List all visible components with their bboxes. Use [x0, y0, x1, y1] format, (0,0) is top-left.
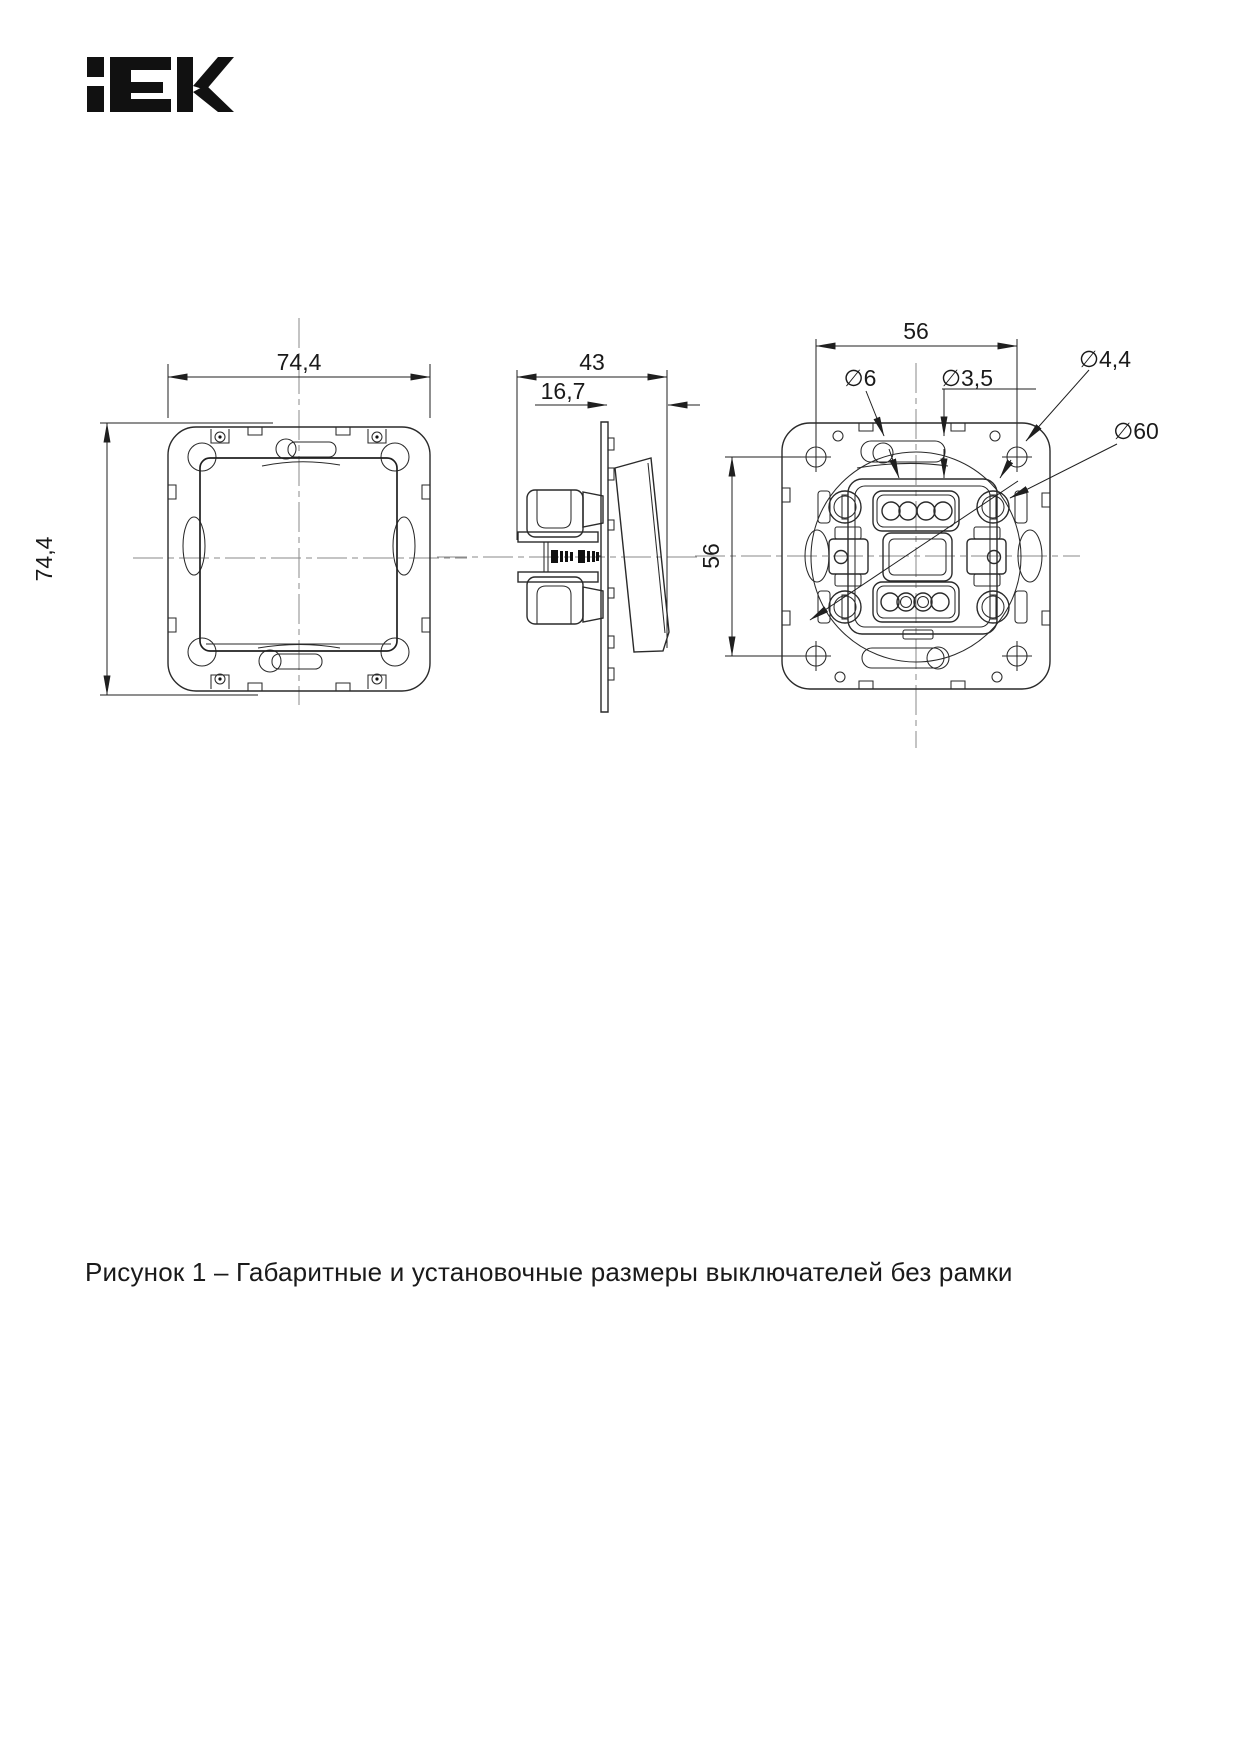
callout-claw-hole — [844, 365, 899, 478]
small-hole-label: ∅3,5 — [940, 365, 994, 391]
rear-vertical-spacing-label: 56 — [698, 543, 724, 569]
front-view — [31, 318, 467, 705]
side-depth-label: 43 — [579, 349, 605, 375]
side-depth-dimension — [517, 349, 667, 648]
side-support-plate — [601, 422, 614, 712]
rear-mechanism — [810, 479, 1027, 639]
screw-hole-label: ∅4,4 — [1078, 346, 1132, 372]
claw-hole-label: ∅6 — [843, 365, 877, 391]
callout-screw-hole — [1000, 346, 1131, 478]
callout-installation-diameter — [1010, 418, 1159, 498]
side-protrusion-label: 16,7 — [540, 378, 586, 404]
installation-diameter-label: ∅60 — [1113, 418, 1159, 444]
side-rocker-key — [615, 458, 669, 652]
rear-callouts — [844, 346, 1159, 498]
side-protrusion-dimension — [535, 378, 700, 405]
rear-claw-screws — [829, 491, 1009, 623]
front-width-label: 74,4 — [276, 349, 322, 375]
front-height-label: 74,4 — [31, 536, 57, 582]
front-height-dimension — [31, 423, 273, 695]
side-view — [437, 349, 702, 712]
rear-horizontal-spacing-label: 56 — [903, 318, 929, 344]
figure-caption: Рисунок 1 – Габаритные и установочные размеры выключателей без рамки — [85, 1257, 1013, 1287]
rear-view — [695, 318, 1159, 748]
iek-logo — [87, 57, 234, 112]
callout-small-hole — [941, 365, 1036, 478]
